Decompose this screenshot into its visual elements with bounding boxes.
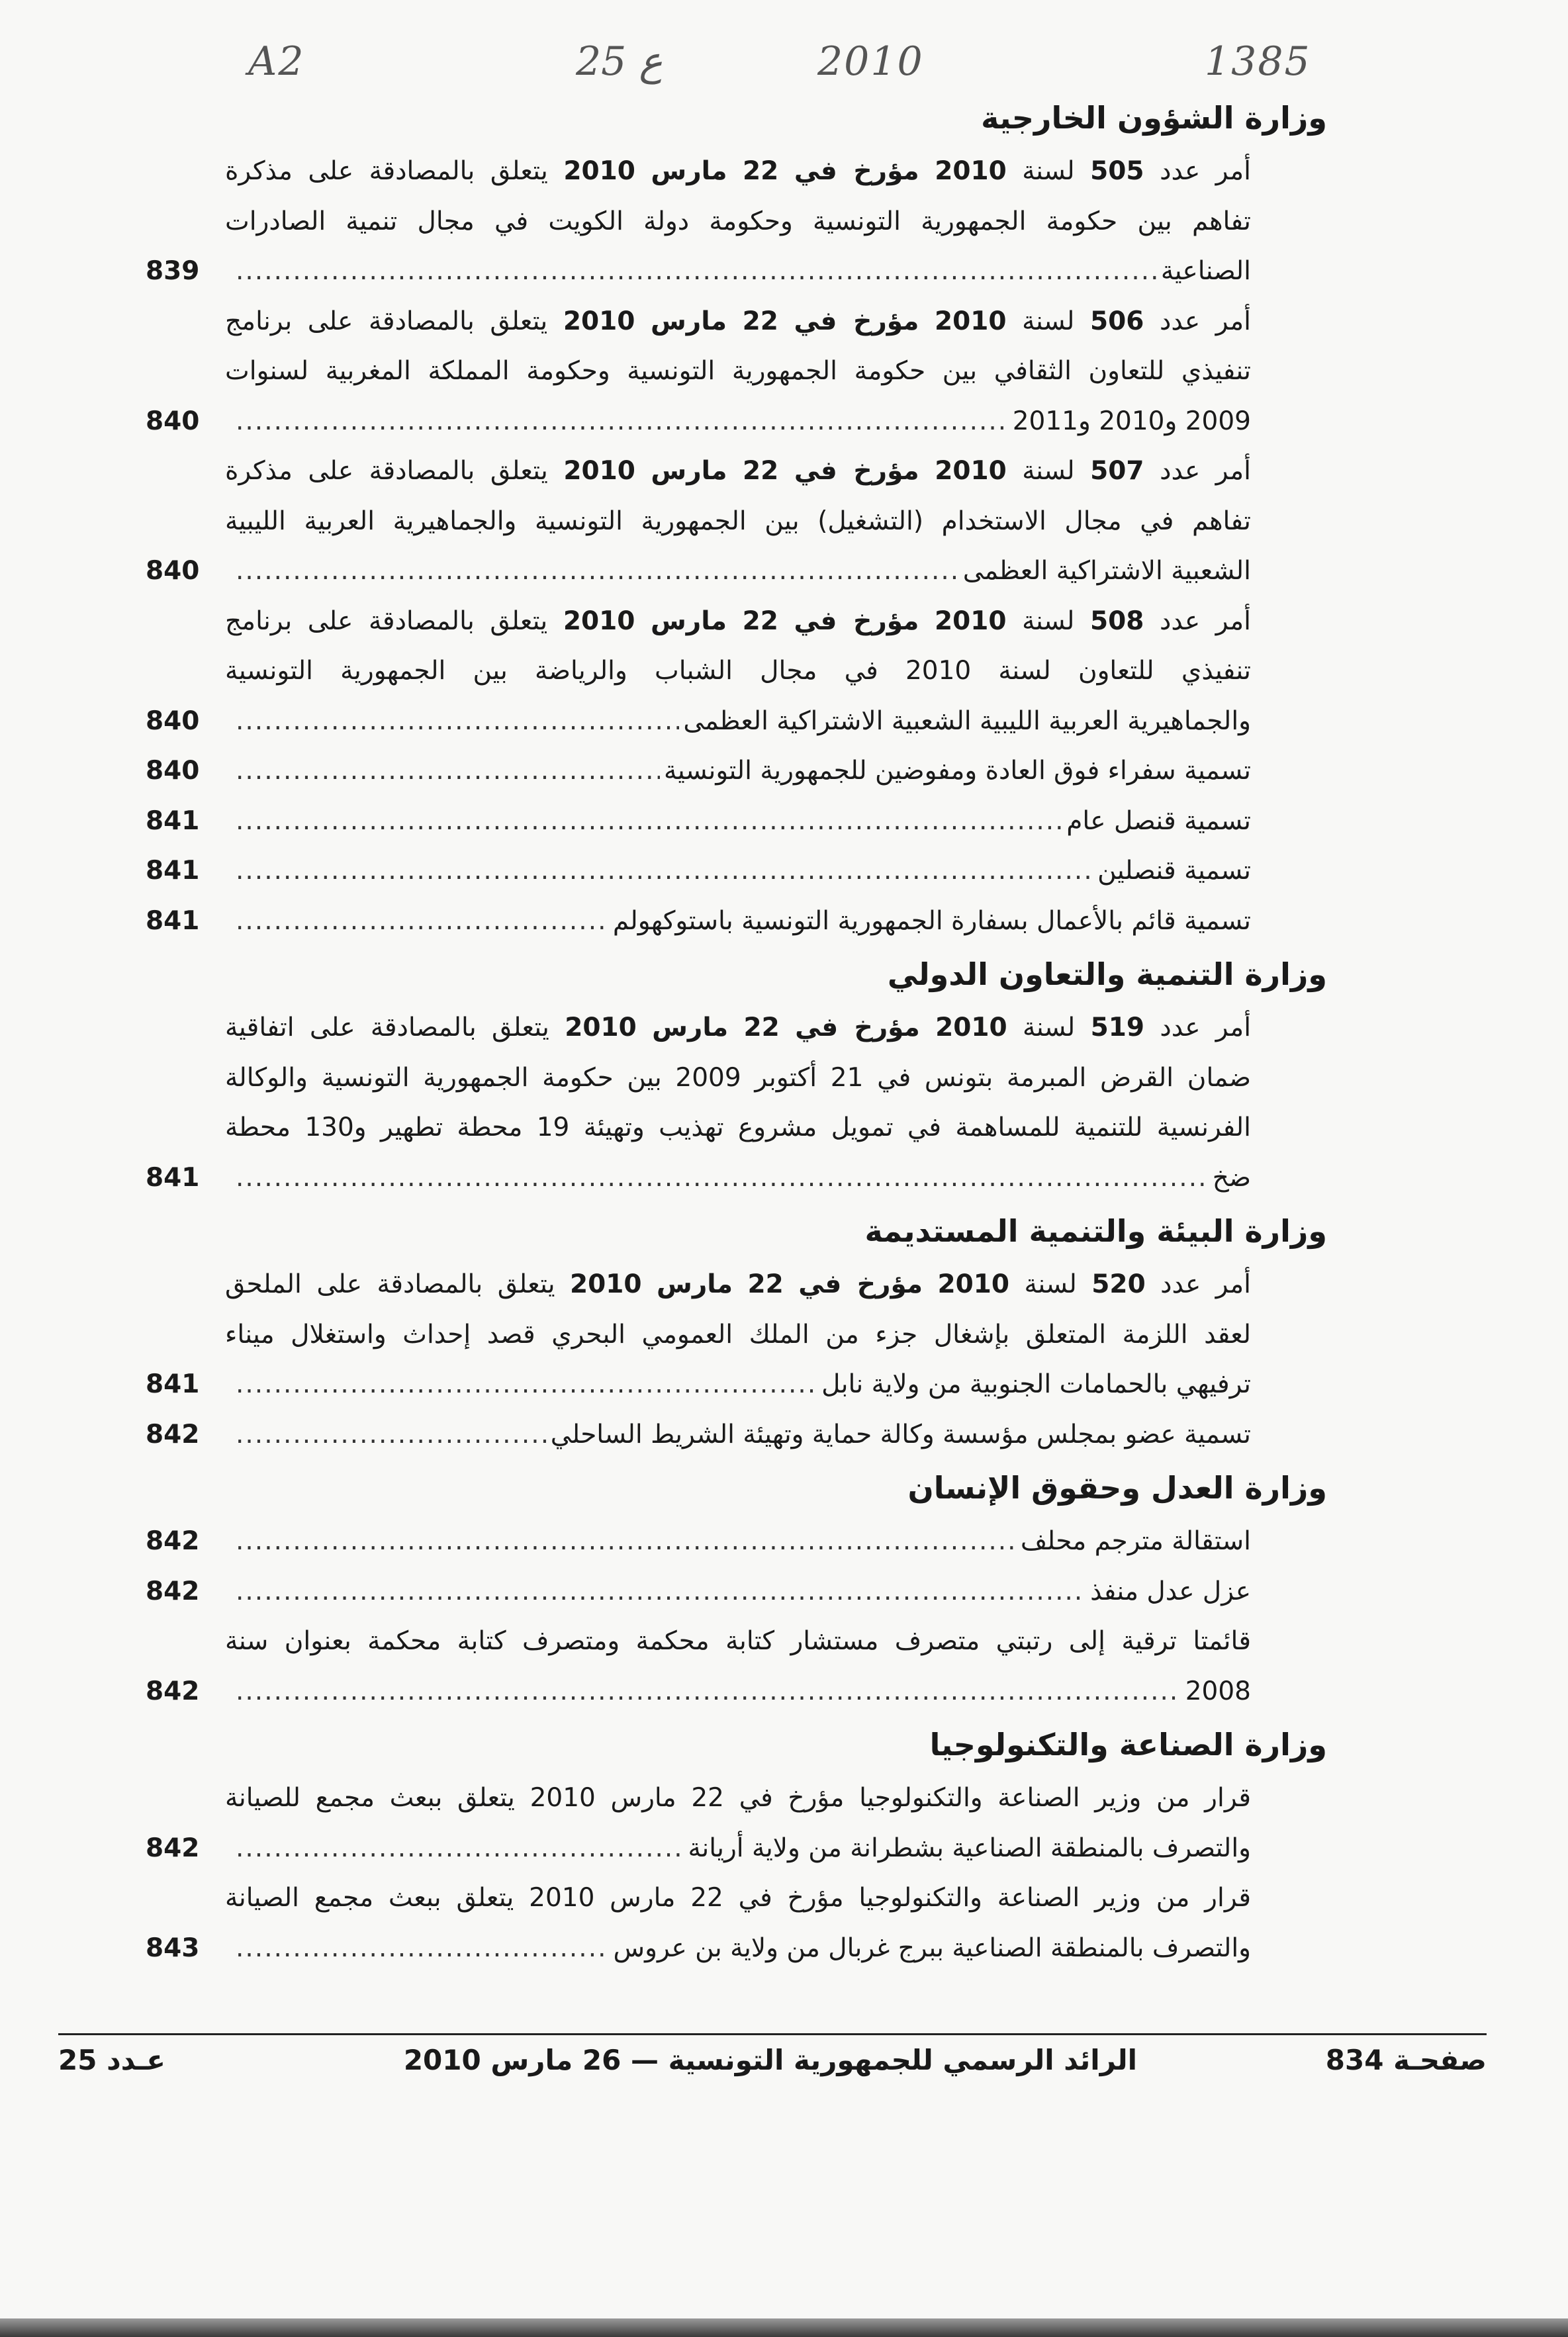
footer-divider (58, 2033, 1487, 2035)
text-run (727, 156, 743, 186)
text-run (635, 156, 651, 186)
entry-page-number: 843 (146, 1933, 200, 1963)
entry-text-line: الفرنسية للتنمية للمساهمة في تمويل مشروع تهذيب وتهيئة 19 محطة تطهير و130 محطة (225, 1113, 1251, 1142)
text-run: أمر عدد (1145, 1269, 1251, 1299)
entry-page-number: 840 (146, 406, 200, 436)
toc-entry (146, 746, 1251, 796)
entry-page-number: 842 (146, 1526, 200, 1556)
text-run: يتعلق بالمصادقة على اتفاقية (225, 1013, 565, 1042)
text-run (780, 1013, 795, 1042)
entry-text-line: 2008 (1185, 1676, 1251, 1706)
entry-final-line (225, 746, 1251, 796)
text-run: لسنة (1006, 456, 1091, 486)
dot-leader (236, 846, 1093, 896)
entry-page-number: 842 (146, 1419, 200, 1449)
text-run: 2010 (935, 156, 1007, 186)
entry-text-line: والتصرف بالمنطقة الصناعية ببرج غربال من ولاية بن عروس (613, 1933, 1251, 1963)
entry-text-line: تفاهم بين حكومة الجمهورية التونسية وحكومة دولة الكويت في مجال تنمية الصادرات (225, 206, 1251, 236)
entry-text-line: والجماهيرية العربية الليبية الشعبية الاشتراكية العظمى (683, 706, 1251, 736)
text-run (778, 456, 794, 486)
text-run: يتعلق بالمصادقة على مذكرة (225, 456, 564, 486)
text-run: مؤرخ في (794, 606, 919, 636)
text-run: لسنة (1006, 306, 1091, 336)
footer-issue-number: عـدد 25 (58, 2044, 165, 2076)
entry-page-number: 842 (146, 1676, 200, 1706)
text-run: 2010 (937, 1269, 1010, 1299)
text-run: أمر عدد (1144, 156, 1251, 186)
entry-text-line: الصناعية (1160, 256, 1251, 286)
entry-final-line (225, 896, 1251, 946)
text-run: 520 (1091, 1269, 1146, 1299)
entry-page-number: 841 (146, 856, 200, 886)
text-run: 22 (743, 1013, 780, 1042)
text-run (784, 1269, 798, 1299)
entry-text-line: تسمية سفراء فوق العادة ومفوضين للجمهورية التونسية (664, 756, 1251, 786)
text-run: 22 (743, 456, 779, 486)
entry-final-line (225, 1410, 1251, 1460)
entry-final-line (225, 1567, 1251, 1617)
entry-final-line (225, 846, 1251, 896)
handwritten-note: 25 ع (576, 38, 663, 85)
section-title: وزارة البيئة والتنمية المستديمة (864, 1213, 1327, 1249)
text-run: مارس (652, 1013, 729, 1042)
entry-text-line (225, 146, 1251, 197)
text-run: 22 (742, 606, 778, 636)
text-run (920, 1013, 935, 1042)
text-run: 22 (743, 156, 779, 186)
handwritten-note: A2 (248, 38, 305, 85)
entry-page-number: 841 (146, 1163, 200, 1193)
dot-leader (236, 1667, 1181, 1717)
entry-text-line (225, 446, 1251, 496)
entry-text-line: ضمان القرض المبرمة بتونس في 21 أكتوبر 2009 بين حكومة الجمهورية التونسية والوكالة (225, 1062, 1251, 1093)
text-run (637, 1013, 652, 1042)
toc-entry (146, 846, 1251, 896)
text-run: مؤرخ في (795, 1013, 920, 1042)
scan-edge (0, 2318, 1568, 2337)
toc-entry (146, 896, 1251, 946)
text-run: مارس (651, 156, 727, 186)
text-run: لسنة (1006, 606, 1091, 636)
dot-leader (236, 1923, 610, 1974)
text-run: مؤرخ في (798, 1269, 923, 1299)
dot-leader (236, 546, 959, 596)
dot-leader (236, 1359, 817, 1410)
entry-page-number: 839 (146, 256, 200, 286)
text-run: 506 (1090, 306, 1144, 336)
text-run: 2010 (565, 1013, 637, 1042)
toc-entry (146, 1003, 1251, 1203)
text-run (923, 1269, 937, 1299)
text-run: لسنة (1007, 1013, 1091, 1042)
entry-text-line: استقالة مترجم محلف (1020, 1526, 1251, 1556)
toc-entry (146, 796, 1251, 847)
entry-page-number: 840 (146, 556, 200, 586)
text-run (733, 1269, 747, 1299)
text-run (727, 456, 743, 486)
entry-text-line: عزل عدل منفذ (1090, 1576, 1251, 1606)
entry-final-line (225, 1153, 1251, 1203)
table-of-contents (146, 89, 1327, 1973)
text-run: 2010 (563, 606, 635, 636)
text-run: 2010 (563, 156, 635, 186)
entry-final-line (225, 1823, 1251, 1874)
entry-final-line (225, 1516, 1251, 1567)
toc-entry (146, 1260, 1251, 1410)
dot-leader (236, 746, 660, 796)
entry-text-line: قرار من وزير الصناعة والتكنولوجيا مؤرخ في 22 مارس 2010 يتعلق ببعث مجمع للصيانة (225, 1783, 1251, 1813)
text-run (919, 156, 935, 186)
text-run: يتعلق بالمصادقة على مذكرة (225, 156, 564, 186)
text-run: 22 (742, 306, 778, 336)
text-run (919, 606, 935, 636)
text-run: 2010 (934, 606, 1007, 636)
toc-entry (146, 297, 1251, 447)
section-title: وزارة الشؤون الخارجية (981, 100, 1327, 136)
dot-leader (236, 1153, 1209, 1203)
entry-text-line: تنفيذي للتعاون الثقافي بين حكومة الجمهورية التونسية وحكومة المملكة المغربية لسنوات (225, 356, 1251, 386)
entry-page-number: 841 (146, 905, 200, 936)
entry-final-line (225, 1667, 1251, 1717)
text-run: 2010 (563, 456, 635, 486)
toc-entry (146, 446, 1251, 596)
entry-page-number: 842 (146, 1833, 200, 1863)
entry-text-line (225, 1260, 1251, 1310)
entry-text-line: تسمية قائم بالأعمال بسفارة الجمهورية التونسية باستوكهولم (612, 905, 1251, 936)
toc-entry (146, 1873, 1251, 1973)
text-run (727, 606, 743, 636)
dot-leader (236, 896, 609, 946)
entry-text-line: قرار من وزير الصناعة والتكنولوجيا مؤرخ في 22 مارس 2010 يتعلق ببعث مجمع الصيانة (225, 1883, 1251, 1913)
text-run: مؤرخ في (794, 306, 919, 336)
text-run: 508 (1090, 606, 1144, 636)
entry-text-line: والتصرف بالمنطقة الصناعية بشطرانة من ولاية أريانة (688, 1833, 1251, 1863)
dot-leader (236, 1516, 1017, 1567)
page-footer (58, 2044, 1487, 2090)
text-run: مارس (657, 1269, 733, 1299)
toc-entry (146, 596, 1251, 747)
dot-leader (236, 396, 1009, 447)
entry-text-line: ترفيهي بالحمامات الجنوبية من ولاية نابل (821, 1369, 1251, 1399)
entry-text-line: تسمية عضو بمجلس مؤسسة وكالة حماية وتهيئة الشريط الساحلي (550, 1419, 1251, 1449)
toc-entry (146, 1616, 1251, 1716)
entry-text-line: 2009 و2010 و2011 (1012, 406, 1251, 436)
entry-page-number: 841 (146, 1369, 200, 1399)
text-run: مؤرخ في (794, 156, 919, 186)
handwritten-note: 1385 (1205, 38, 1311, 85)
text-run: يتعلق بالمصادقة على برنامج (225, 606, 563, 636)
text-run: مارس (650, 306, 727, 336)
text-run (635, 456, 651, 486)
entry-text-line: الشعبية الاشتراكية العظمى (962, 556, 1251, 586)
text-run: مارس (651, 456, 727, 486)
entry-text-line: قائمتا ترقية إلى رتبتي متصرف مستشار كتابة محكمة ومتصرف كتابة محكمة بعنوان سنة (225, 1626, 1251, 1656)
entry-text-line (225, 1003, 1251, 1053)
text-run: 507 (1090, 456, 1144, 486)
section-title: وزارة العدل وحقوق الإنسان (907, 1470, 1327, 1506)
text-run: 505 (1090, 156, 1144, 186)
entry-text-line: ضخ (1212, 1162, 1251, 1193)
entry-final-line (225, 696, 1251, 747)
entry-final-line (225, 396, 1251, 447)
entry-final-line (225, 246, 1251, 297)
toc-entry (146, 1567, 1251, 1617)
entry-page-number: 840 (146, 756, 200, 786)
text-run: مؤرخ في (794, 456, 919, 486)
toc-entry (146, 146, 1251, 297)
dot-leader (236, 1823, 684, 1874)
entry-text-line: تسمية قنصل عام (1066, 805, 1251, 836)
text-run: أمر عدد (1144, 306, 1251, 336)
text-run: مارس (650, 606, 727, 636)
text-run: 519 (1090, 1013, 1145, 1042)
dot-leader (236, 696, 679, 747)
toc-entry (146, 1410, 1251, 1460)
text-run (778, 306, 794, 336)
footer-publication: الرائد الرسمي للجمهورية التونسية — 26 مارس 2010 (403, 2044, 1137, 2076)
text-run (642, 1269, 657, 1299)
text-run (727, 306, 743, 336)
text-run: يتعلق بالمصادقة على برنامج (225, 306, 563, 336)
toc-entry (146, 1516, 1251, 1567)
text-run (635, 306, 651, 336)
handwritten-note: 2010 (817, 38, 924, 85)
entry-final-line (225, 1923, 1251, 1974)
entry-page-number: 842 (146, 1576, 200, 1606)
text-run (778, 606, 794, 636)
text-run: لسنة (1009, 1269, 1092, 1299)
footer-page-number: صفحـة 834 (1325, 2044, 1487, 2076)
text-run: 2010 (935, 456, 1007, 486)
dot-leader (236, 246, 1157, 297)
entry-page-number: 841 (146, 805, 200, 836)
text-run: 2010 (934, 306, 1007, 336)
text-run: لسنة (1006, 156, 1091, 186)
section-title: وزارة التنمية والتعاون الدولي (887, 956, 1327, 992)
entry-text-line: تنفيذي للتعاون لسنة 2010 في مجال الشباب والرياضة بين الجمهورية التونسية (225, 656, 1251, 686)
text-run: يتعلق بالمصادقة على الملحق (225, 1269, 571, 1299)
entry-final-line (225, 796, 1251, 847)
entry-text-line (225, 297, 1251, 347)
entry-text-line: تفاهم في مجال الاستخدام (التشغيل) بين الجمهورية التونسية والجماهيرية العربية الليبية (225, 506, 1251, 536)
dot-leader (236, 1410, 547, 1460)
text-run (728, 1013, 743, 1042)
entry-text-line: لعقد اللزمة المتعلق بإشغال جزء من الملك العمومي البحري قصد إحداث واستغلال ميناء (225, 1319, 1251, 1350)
section-title: وزارة الصناعة والتكنولوجيا (929, 1727, 1327, 1763)
text-run (919, 456, 935, 486)
entry-final-line (225, 1359, 1251, 1410)
text-run: أمر عدد (1144, 456, 1251, 486)
text-run: 2010 (570, 1269, 642, 1299)
text-run (778, 156, 794, 186)
text-run (635, 606, 651, 636)
text-run: 2010 (935, 1013, 1007, 1042)
entry-final-line (225, 546, 1251, 596)
entry-text-line (225, 596, 1251, 647)
entry-page-number: 840 (146, 706, 200, 736)
dot-leader (236, 796, 1062, 847)
text-run: 2010 (563, 306, 635, 336)
text-run (919, 306, 935, 336)
toc-entry (146, 1773, 1251, 1873)
text-run: أمر عدد (1144, 1013, 1251, 1042)
text-run: أمر عدد (1144, 606, 1251, 636)
dot-leader (236, 1567, 1086, 1617)
text-run: 22 (747, 1269, 784, 1299)
entry-text-line: تسمية قنصلين (1097, 856, 1251, 886)
